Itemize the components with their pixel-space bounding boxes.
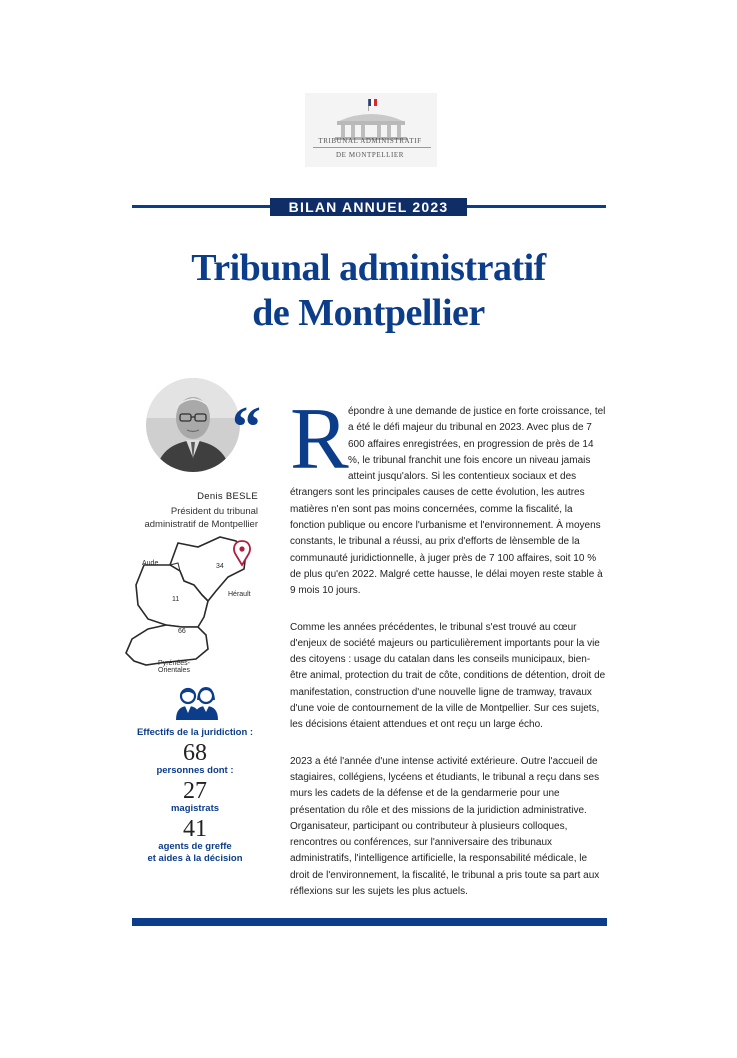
logo-divider [313, 147, 431, 148]
page-title [60, 246, 677, 336]
pyrenees-orientales-shape [126, 625, 208, 665]
staff-stats [120, 727, 270, 865]
map-label-pyrenees-orientales: Pyrénées- Orientales [158, 660, 190, 674]
map-label-aude: Aude [142, 560, 159, 567]
logo-subtitle: DE MONTPELLIER [335, 151, 405, 159]
article-body [290, 391, 607, 920]
stats-heading: Effectifs de la juridiction : [136, 727, 254, 738]
stats-magistrats-label: magistrats [170, 803, 220, 814]
president-portrait [146, 378, 240, 472]
map-label-34: 34 [216, 563, 224, 570]
map-label-66: 66 [178, 628, 186, 635]
map-label-herault: Hérault [228, 591, 251, 598]
stats-magistrats: 27 [183, 778, 207, 804]
map-label-11: 11 [172, 596, 180, 603]
president-name: Denis BESLE [197, 491, 258, 502]
quote-icon: “ [232, 394, 261, 459]
title-line-2: de Montpellier [252, 292, 485, 334]
paragraph-3: 2023 a été l'année d'une intense activité extérieure. Outre l'accueil de stagiaires, collégiens, lycéens et étudiants, le tribunal a reçu dans ses murs les cadets de la défense et de la gendarmerie pour une présentation du rôle et des missions de la juridiction administrative. Organisateur, participant ou contributeur à plusieurs colloques, rencontres ou conférences, sur l'anniversaire des tribunaux administratifs, l'intelligence artificielle, la responsabilité médicale, le droit de l'environnement, la fiscalité, le tribunal a pris toute sa part aux réflexions sur les sujets les plus actuels. [290, 755, 600, 898]
stats-agents: 41 [183, 816, 207, 842]
logo-title: TRIBUNAL ADMINISTRATIF [318, 137, 422, 145]
stats-agents-label-2: et aides à la décision [147, 853, 243, 864]
staff-people-icon [172, 686, 222, 720]
role-line-2: administratif de Montpellier [144, 519, 258, 530]
stats-total-label: personnes dont : [156, 765, 234, 776]
paragraph-1: Répondre à une demande de justice en forte croissance, tel a été le défi majeur du tribunal en 2023. Avec plus de 7 600 affaires enregistrées, en progression de près de 14 %, le tribunal franchit une fois encore un niveau jamais atteint jusqu'alors. Si les contentieux sociaux et des étrangers sont les principales causes de cette évolution, les autres matières n'en sont pas moins concernées, comme la fiscalité, la fonction publique ou encore l'urbanisme et l'environnement. À moyens constants, le tribunal a réussi, au prix d'efforts de lènsemble de la communauté juridictionnelle, à juger près de 7 100 affaires, soit 10 % de plus qu'en 2022. Malgré cette hausse, le délai moyen reste stable à 9 mois 10 jours. [290, 391, 606, 597]
paragraph-2: Comme les années précédentes, le tribunal s'est trouvé au cœur d'enjeux de société majeurs ou particulièrement importants pour la vie des citoyens : usage du catalan dans les conseils municipaux, bien-être animal, protection du trait de côte, conditions de détention, droit de manifestation, construction d'une nouvelle ligne de tramway, travaux d'une voie de contournement de la ville de Montpellier. Sur ces sujets, les décisions étaient attendues et ont reçu un large écho. [290, 621, 606, 731]
report-label: BILAN ANNUEL 2023 [270, 198, 467, 216]
stats-total: 68 [183, 740, 207, 766]
president-role [120, 505, 258, 531]
footer-bar [132, 918, 607, 926]
drop-cap: R [290, 391, 349, 488]
title-line-1: Tribunal administratif [191, 247, 546, 289]
stats-agents-label-1: agents de greffe [158, 841, 232, 852]
role-line-1: Président du tribunal [170, 506, 258, 517]
